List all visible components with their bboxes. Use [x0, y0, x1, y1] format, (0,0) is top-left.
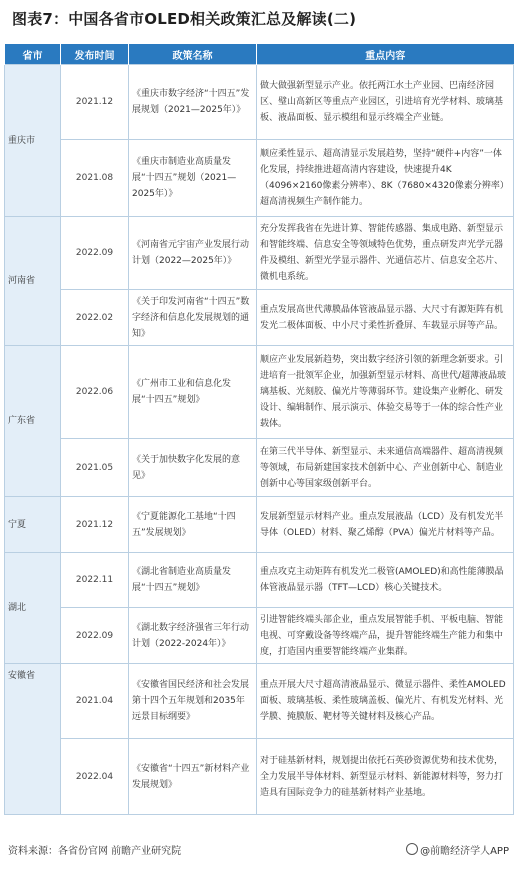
- brand-logo-icon: [406, 843, 418, 855]
- table-row: [5, 739, 514, 815]
- policy-name-cell: 《广州市工业和信息化发展“十四五”规划》: [129, 346, 257, 439]
- date-cell: 2021.08: [61, 140, 129, 217]
- content-cell: 发展新型显示材料产业。重点发展液晶（LCD）及有机发光半导体（OLED）材料、聚乙烯醇（PVA）偏光片材料等产品。: [257, 497, 514, 553]
- table-row: [5, 65, 514, 140]
- date-cell: 2022.04: [61, 739, 129, 815]
- table-header-row: [5, 44, 514, 65]
- brand-label: @前瞻经济学人APP: [420, 846, 509, 857]
- content-cell: 顺应柔性显示、超高清显示发展趋势，坚持“硬件+内容”一体化发展，持续推进超高清内容建设，快速提升4K（4096×2160像素分辨率）、8K（7680×4320像素分辨率）超高清视频生产制作能力。: [257, 140, 514, 217]
- date-cell: 2022.02: [61, 290, 129, 346]
- source-note: 资料来源：各省份官网 前瞻产业研究院: [8, 846, 182, 857]
- province-cell: 宁夏: [5, 497, 61, 553]
- table-row: [5, 608, 514, 664]
- table-row: [5, 140, 514, 217]
- date-cell: 2021.12: [61, 497, 129, 553]
- province-cell: 广东省: [5, 346, 61, 497]
- content-cell: 重点攻克主动矩阵有机发光二极管(AMOLED)和高性能薄膜晶体管液晶显示器（TFT—LCD）核心关键技术。: [257, 553, 514, 608]
- province-cell: 重庆市: [5, 65, 61, 217]
- content-cell: 对于硅基新材料，规划提出依托石英砂资源优势和技术优势，全力发展半导体材料、新型显示材料、新能源材料等，努力打造具有国际竞争力的硅基新材料产业基地。: [257, 739, 514, 815]
- province-cell: 湖北: [5, 553, 61, 664]
- header-province: 省市: [5, 44, 61, 65]
- policy-name-cell: 《关于印发河南省“十四五”数字经济和信息化发展规划的通知》: [129, 290, 257, 346]
- header-content: 重点内容: [257, 44, 514, 65]
- content-cell: 充分发挥我省在先进计算、智能传感器、集成电路、新型显示和智能终端、信息安全等领域特色优势，重点研发声光学元器件及模组、新型光学显示器件、光通信芯片、信息安全芯片、微机电系统。: [257, 217, 514, 290]
- policy-name-cell: 《关于加快数字化发展的意见》: [129, 439, 257, 497]
- table-row: [5, 439, 514, 497]
- date-cell: 2022.09: [61, 217, 129, 290]
- content-cell: 重点发展高世代薄膜晶体管液晶显示器、大尺寸有源矩阵有机发光二极体面板、中小尺寸柔性折叠屏、车载显示屏等产品。: [257, 290, 514, 346]
- table-row: [5, 217, 514, 290]
- date-cell: 2022.06: [61, 346, 129, 439]
- policy-name-cell: 《安徽省“十四五”新材料产业发展规划》: [129, 739, 257, 815]
- content-cell: 做大做强新型显示产业。依托两江水土产业园、巴南经济园区、璧山高新区等重点产业园区，引进培育光学材料、玻璃基板、液晶面板、显示模组和显示终端全产业链。: [257, 65, 514, 140]
- table-row: [5, 346, 514, 439]
- province-cell: 河南省: [5, 217, 61, 346]
- table-row: [5, 290, 514, 346]
- policy-name-cell: 《重庆市制造业高质量发展“十四五”规划（2021—2025年）》: [129, 140, 257, 217]
- date-cell: 2021.04: [61, 664, 129, 739]
- header-name: 政策名称: [129, 44, 257, 65]
- policy-name-cell: 《宁夏能源化工基地“十四五”发展规划》: [129, 497, 257, 553]
- policy-name-cell: 《河南省元宇宙产业发展行动计划（2022—2025年）》: [129, 217, 257, 290]
- date-cell: 2022.09: [61, 608, 129, 664]
- content-cell: 顺应产业发展新趋势，突出数字经济引领的新理念新要求。引进培育一批领军企业，加强新型显示材料、高世代/超薄液晶玻璃基板、光刻胶、偏光片等薄弱环节。建设集产业孵化、研发设计、编辑制作、展示演示、体验交易等于一体的综合性产业载体。: [257, 346, 514, 439]
- content-cell: 在第三代半导体、新型显示、未来通信高端器件、超高清视频等领域，布局新建国家技术创新中心、产业创新中心、制造业创新中心等国家级创新平台。: [257, 439, 514, 497]
- policy-name-cell: 《湖北省制造业高质量发展“十四五”规划》: [129, 553, 257, 608]
- table-row: [5, 553, 514, 608]
- table-row: [5, 664, 514, 739]
- date-cell: 2021.05: [61, 439, 129, 497]
- policy-table: [4, 44, 514, 815]
- header-date: 发布时间: [61, 44, 129, 65]
- date-cell: 2021.12: [61, 65, 129, 140]
- page-title: 图表7：中国各省市OLED相关政策汇总及解读(二): [12, 10, 357, 28]
- content-cell: 引进智能终端头部企业，重点发展智能手机、平板电脑、智能电视、可穿戴设备等终端产品，提升智能终端生产能力和集中度，打造国内重要智能终端产业集群。: [257, 608, 514, 664]
- date-cell: 2022.11: [61, 553, 129, 608]
- policy-name-cell: 《湖北数字经济强省三年行动计划（2022-2024年）》: [129, 608, 257, 664]
- table-row: [5, 497, 514, 553]
- policy-name-cell: 《安徽省国民经济和社会发展第十四个五年规划和2035年远景目标纲要》: [129, 664, 257, 739]
- content-cell: 重点开展大尺寸超高清液晶显示、微显示器件、柔性AMOLED面板、玻璃基板、柔性玻璃盖板、偏光片、有机发光材料、光学膜、掩膜版、靶材等关键材料及核心产品。: [257, 664, 514, 739]
- province-cell: 安徽省: [5, 664, 61, 815]
- policy-name-cell: 《重庆市数字经济“十四五”发展规划（2021—2025年）》: [129, 65, 257, 140]
- brand-credit: [406, 842, 509, 857]
